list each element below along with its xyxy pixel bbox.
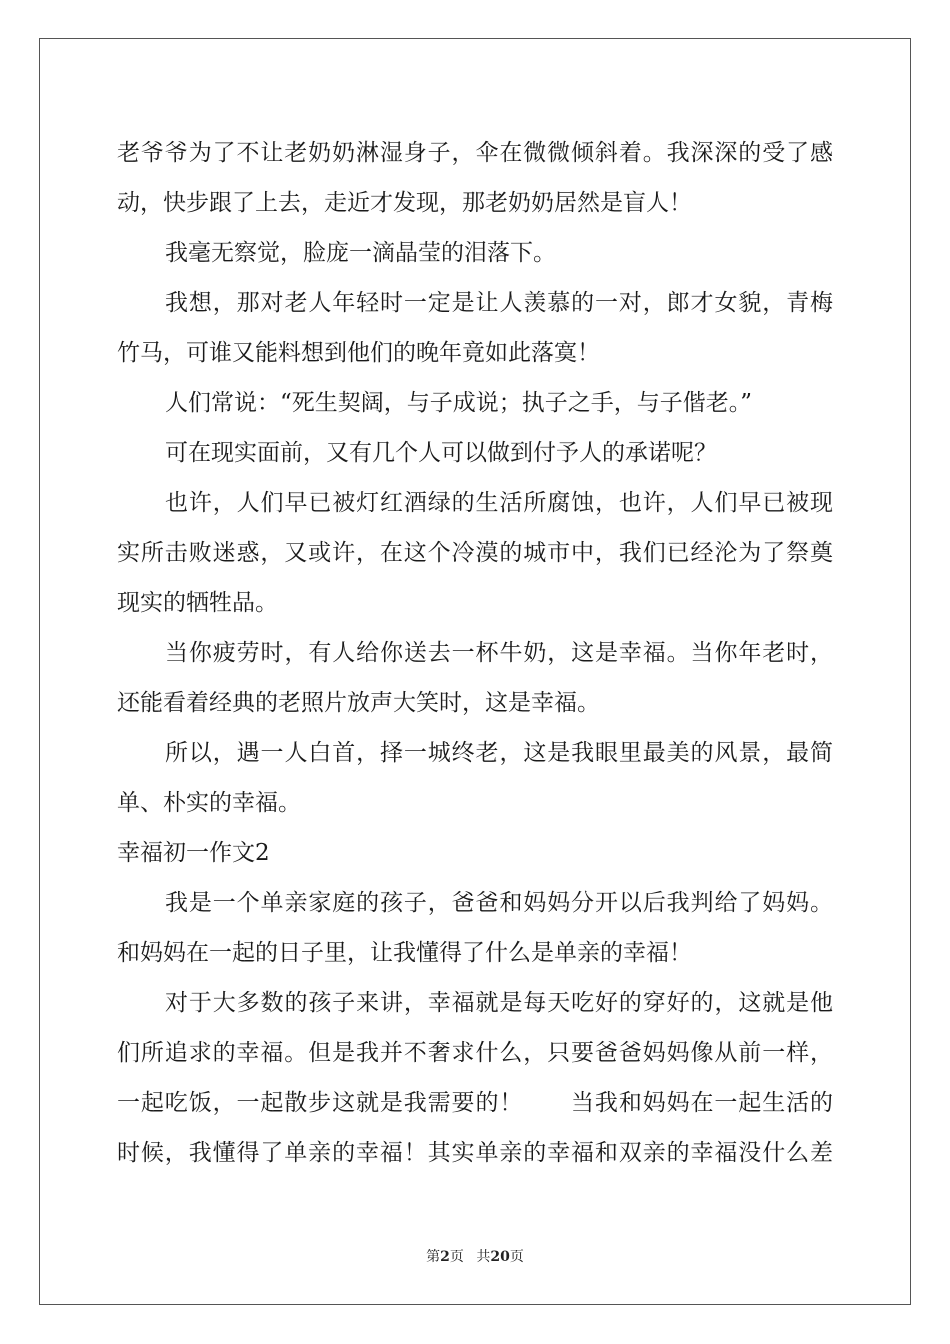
text-line: 们所追求的幸福。但是我并不奢求什么，只要爸爸妈妈像从前一样， — [117, 1040, 833, 1066]
text-line: 可在现实面前，又有几个人可以做到付予人的承诺呢？ — [165, 440, 717, 466]
total-prefix: 共 — [476, 1249, 491, 1265]
page-prefix: 第 — [426, 1249, 441, 1265]
document-body — [117, 128, 833, 1178]
text-line: 竹马，可谁又能料想到他们的晚年竟如此落寞！ — [117, 340, 600, 366]
text-line: 还能看着经典的老照片放声大笑时，这是幸福。 — [117, 690, 600, 716]
text-line: 老爷爷为了不让老奶奶淋湿身子，伞在微微倾斜着。我深深的受了感 — [117, 140, 833, 166]
section-heading: 幸福初一作文2 — [117, 840, 270, 866]
text-line: 人们常说：“死生契阔，与子成说；执子之手，与子偕老。” — [165, 390, 753, 416]
text-line: 和妈妈在一起的日子里，让我懂得了什么是单亲的幸福！ — [117, 940, 692, 966]
text-line: 所以，遇一人白首，择一城终老，这是我眼里最美的风景，最简 — [165, 740, 833, 766]
total-suffix: 页 — [509, 1249, 524, 1265]
page-suffix: 页 — [449, 1249, 464, 1265]
page-number: 2 — [440, 1249, 450, 1265]
text-line: 我想，那对老人年轻时一定是让人羡慕的一对，郎才女貌，青梅 — [165, 290, 833, 316]
text-line: 我是一个单亲家庭的孩子，爸爸和妈妈分开以后我判给了妈妈。 — [165, 890, 833, 916]
text-line: 时候，我懂得了单亲的幸福！其实单亲的幸福和双亲的幸福没什么差 — [117, 1140, 833, 1166]
text-line: 当你疲劳时，有人给你送去一杯牛奶，这是幸福。当你年老时， — [165, 640, 833, 666]
text-line: 一起吃饭，一起散步这就是我需要的！ 当我和妈妈在一起生活的 — [117, 1090, 833, 1116]
total-indicator — [476, 1249, 523, 1265]
text-line: 单、朴实的幸福。 — [117, 790, 301, 816]
text-line: 实所击败迷惑，又或许，在这个冷漠的城市中，我们已经沦为了祭奠 — [117, 540, 833, 566]
text-line: 也许，人们早已被灯红酒绿的生活所腐蚀，也许，人们早已被现 — [165, 490, 833, 516]
page-indicator — [426, 1249, 464, 1265]
page-footer — [0, 1246, 950, 1266]
text-line: 对于大多数的孩子来讲，幸福就是每天吃好的穿好的，这就是他 — [165, 990, 833, 1016]
text-line: 我毫无察觉，脸庞一滴晶莹的泪落下。 — [165, 240, 556, 266]
total-pages: 20 — [490, 1249, 510, 1265]
text-line: 现实的牺牲品。 — [117, 590, 278, 616]
text-line: 动，快步跟了上去，走近才发现，那老奶奶居然是盲人！ — [117, 190, 692, 216]
